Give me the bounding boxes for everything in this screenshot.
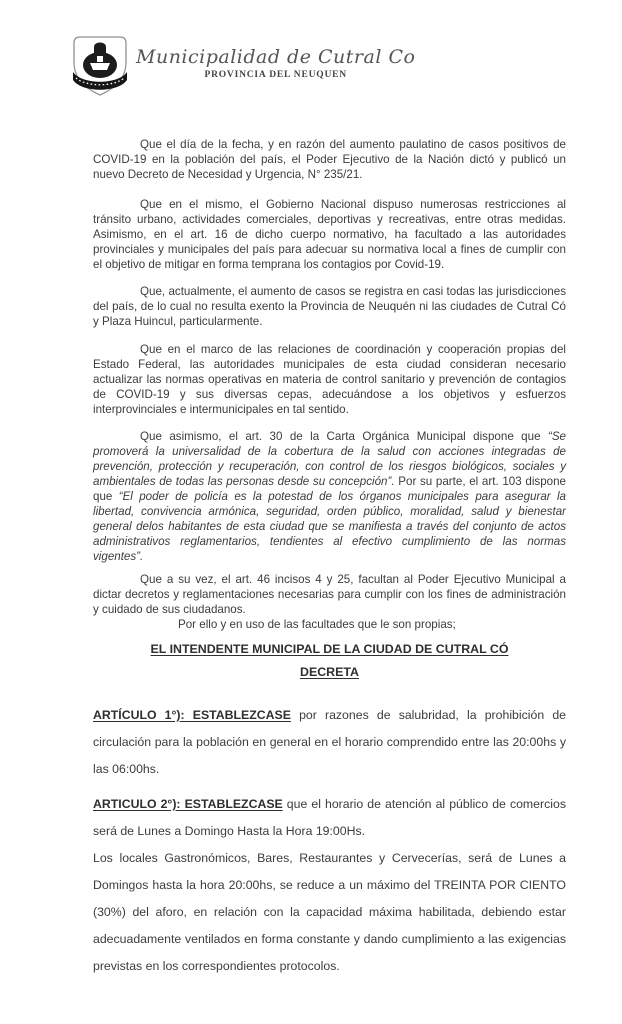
considerando-paragraph-1: Que el día de la fecha, y en razón del aumento paulatino de casos positivos de COVID-19 en la población del país, el Poder Ejecutivo de la Nación dictó y publicó un nuevo Decreto de Necesidad y Urgencia, N° 235/21. xyxy=(93,138,566,181)
paragraph-segment: Por su parte, el art. 103 dispone que xyxy=(93,475,566,503)
letterhead xyxy=(68,34,415,104)
quoted-charter-text: “Se promoverá la universalidad de la cobertura de la salud con acciones integradas de prevención, protección y recuperación, con control de los riesgos biológicos, sociales y ambientales de todas las personas desde su concepción”. xyxy=(93,430,566,488)
article-1-body: por razones de salubridad, la prohibición de circulación para la población en general en el horario comprendido entre las 20:00hs y las 06:00hs. xyxy=(93,708,566,776)
province-subtitle: PROVINCIA DEL NEUQUEN xyxy=(204,70,347,80)
por-ello-line: Por ello y en uso de las facultades que le son propias; xyxy=(178,618,456,631)
considerando-paragraph-5 xyxy=(93,429,566,564)
article-2 xyxy=(93,791,566,845)
letterhead-text xyxy=(136,34,415,80)
article-2-label: ARTICULO 2°): ESTABLEZCASE xyxy=(93,797,283,811)
paragraph-segment: Que asimismo, el art. 30 de la Carta Orgánica Municipal dispone que xyxy=(140,430,548,443)
article-1-label: ARTÍCULO 1°): ESTABLEZCASE xyxy=(93,708,291,722)
municipality-title: Municipalidad de Cutral Co xyxy=(136,46,416,68)
considerando-paragraph-3: Que, actualmente, el aumento de casos se registra en casi todas las jurisdicciones del país, de lo cual no resulta exento la Provincia de Neuquén ni las ciudades de Cutral Có y Plaza Huincul, particularmente. xyxy=(93,285,566,328)
quoted-charter-text: “El poder de policía es la potestad de los órganos municipales para asegurar la libertad, convivencia armónica, seguridad, orden público, moralidad, salud y bienestar general delos habitantes de esta ciudad que se manifiesta a través del conjunto de actos administrativos reglamentarios, tendientes al efectivo cumplimiento de las normas vigentes”. xyxy=(93,490,566,563)
considerando-paragraph-2: Que en el mismo, el Gobierno Nacional dispuso numerosas restricciones al tránsito urbano, actividades comerciales, deportivas y recreativas, entre otras medidas. Asimismo, en el art. 16 de dicho cuerpo normativo, ha facultado a las autoridades provinciales y municipales del país para adecuar su normativa local a fines de cumplir con el objetivo de mitigar en forma temprana los contagios por Covid-19. xyxy=(93,198,566,271)
article-1 xyxy=(93,702,566,783)
article-2-continuation: Los locales Gastronómicos, Bares, Restaurantes y Cervecerías, será de Lunes a Domingos hasta la hora 20:00hs, se reduce a un máximo del TREINTA POR CIENTO (30%) del aforo, en relación con la capacidad máxima habilitada, debiendo estar adecuadamente ventilados en forma constante y dando cumplimiento a las exigencias previstas en los correspondientes protocolos. xyxy=(93,851,566,973)
decree-body xyxy=(93,137,566,980)
decree-heading-line1: EL INTENDENTE MUNICIPAL DE LA CIUDAD DE CUTRAL CÓ xyxy=(150,642,509,656)
municipal-crest-icon xyxy=(68,34,132,104)
decree-heading-line2: DECRETA xyxy=(300,665,359,679)
considerando-paragraph-6: Que a su vez, el art. 46 incisos 4 y 25, facultan al Poder Ejecutivo Municipal a dictar decretos y reglamentaciones necesarias para cumplir con los fines de administración y cuidado de sus ciudadanos. xyxy=(93,573,566,616)
considerando-paragraph-4: Que en el marco de las relaciones de coordinación y cooperación propias del Estado Federal, las autoridades municipales de esta ciudad consideran necesario actualizar las normas operativas en materia de control sanitario y prevención de contagios de COVID-19 y sus diversas cepas, adecuándose a los objetivos y esfuerzos interprovinciales e intermunicipales en tal sentido. xyxy=(93,343,566,416)
article-2-body: que el horario de atención al público de comercios será de Lunes a Domingo Hasta la Hora 19:00Hs. xyxy=(93,797,566,838)
